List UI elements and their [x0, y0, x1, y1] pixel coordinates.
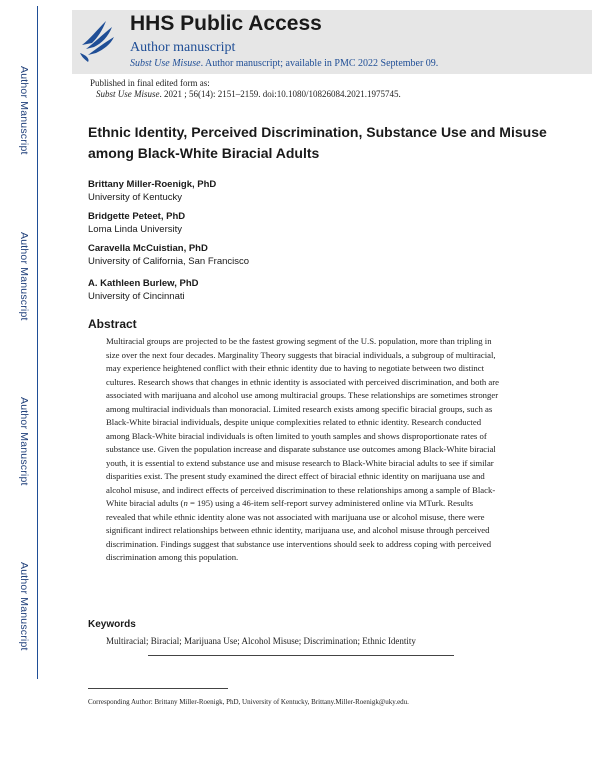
- citation-details: . 2021 ; 56(14): 2151–2159. doi:10.1080/10826084.2021.1975745.: [159, 89, 401, 99]
- author-block: [88, 242, 249, 268]
- author-affiliation: University of California, San Francisco: [88, 256, 250, 267]
- sidebar-label-author-manuscript: Author Manuscript: [18, 562, 30, 651]
- footnote-divider: [88, 688, 228, 689]
- journal-name: Subst Use Misuse: [130, 58, 201, 69]
- author-name: Brittany Miller-Roenigk, PhD: [88, 179, 217, 190]
- citation-journal: Subst Use Misuse: [96, 89, 160, 99]
- author-name: A. Kathleen Burlew, PhD: [88, 278, 199, 289]
- keywords-list: Multiracial; Biracial; Marijuana Use; Alcohol Misuse; Discrimination; Ethnic Identity: [106, 636, 416, 646]
- abstract-text: [106, 335, 502, 565]
- corresponding-author-footnote: Corresponding Author: Brittany Miller-Roenigk, PhD, University of Kentucky, Brittany.Miller-Roenigk@uky.edu.: [88, 698, 409, 706]
- author-affiliation: University of Cincinnati: [88, 291, 185, 302]
- author-block: [88, 277, 199, 303]
- sidebar-label-author-manuscript: Author Manuscript: [18, 232, 30, 321]
- hhs-public-access-title: HHS Public Access: [130, 12, 322, 35]
- sidebar-rule: [37, 6, 38, 679]
- author-name: Caravella McCuistian, PhD: [88, 243, 208, 254]
- author-affiliation: University of Kentucky: [88, 192, 182, 203]
- keywords-heading: Keywords: [88, 619, 136, 630]
- sidebar-label-author-manuscript: Author Manuscript: [18, 397, 30, 486]
- sidebar-label-author-manuscript: Author Manuscript: [18, 66, 30, 155]
- keywords-divider: [148, 655, 454, 656]
- author-affiliation: Loma Linda University: [88, 224, 182, 235]
- journal-availability-line: [130, 58, 438, 69]
- abstract-heading: Abstract: [88, 317, 137, 331]
- author-block: [88, 210, 185, 236]
- abstract-text-part: Multiracial groups are projected to be the fastest growing segment of the U.S. population, more than tripling in size over the next four decades. Marginality Theory suggests that biracial individuals, a subgroup of multiracial, may experience heightened conflict with their ethnic identity due to having to negotiate between two distinct cultures. Research shows that changes in ethnic identity is associated with perceived discrimination, and both are associated with marijuana and alcohol use among multiracial groups. These relationships are sometimes stronger among multiracial individuals than monoracial. Limited research exists among specific biracial groups, such as Black-White biracial individuals, despite unique complexities related to ethnic identity. Research conducted among Black-White biracial individuals is often limited to youth samples and shows disproportionate rates of substance use. Given the population increase and disparate substance use outcomes among Black-White biracial youth, it is essential to extend substance use and misuse research to Black-White biracial adults to see if similar disparities exist. The present study examined the direct effect of biracial ethnic identity on marijuana use and alcohol misuse, and indirect effects of perceived discrimination to these relationships among a sample of Black-White biracial adults (: [106, 336, 499, 508]
- abstract-text-part: = 195) using a 46-item self-report survey administered online via MTurk. Results revealed that while ethnic identity alone was not associated with marijuana use or alcohol misuse, there were significant indirect relationships between ethnic identity, marijuana use, and alcohol misuse through perceived discrimination. Findings suggest that substance use interventions should seek to address coping with perceived discrimination among this population.: [106, 498, 492, 562]
- author-manuscript-subtitle: Author manuscript: [130, 40, 236, 55]
- author-name: Bridgette Peteet, PhD: [88, 211, 186, 222]
- sample-size-symbol: n: [183, 498, 188, 508]
- citation: [96, 89, 401, 99]
- published-in-label: Published in final edited form as:: [90, 78, 210, 88]
- availability-text: . Author manuscript; available in PMC 2022 September 09.: [200, 58, 439, 69]
- paper-title: Ethnic Identity, Perceived Discrimination, Substance Use and Misuse among Black-White Biracial Adults: [88, 124, 547, 161]
- hhs-eagle-logo-icon: [76, 15, 118, 63]
- author-block: [88, 178, 216, 204]
